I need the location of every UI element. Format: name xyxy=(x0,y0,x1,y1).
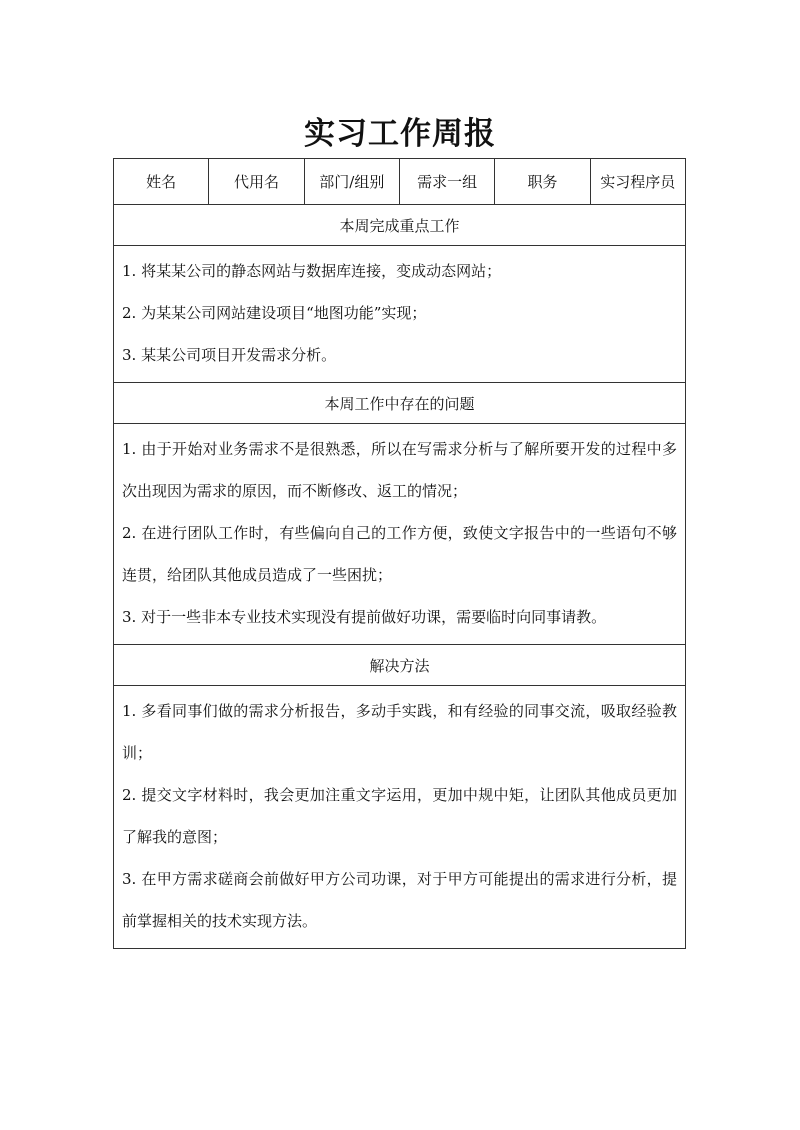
section-header-problems: 本周工作中存在的问题 xyxy=(114,383,685,424)
list-item: 2. 在进行团队工作时，有些偏向自己的工作方便，致使文字报告中的一些语句不够连贯，给团队其他成员造成了一些困扰； xyxy=(122,524,677,584)
list-item: 2. 提交文字材料时，我会更加注重文字运用，更加中规中矩，让团队其他成员更加了解我的意图； xyxy=(122,786,677,846)
section-header-solutions: 解决方法 xyxy=(114,645,685,686)
section-body-solutions xyxy=(114,686,685,948)
list-item: 3. 对于一些非本专业技术实现没有提前做好功课，需要临时向同事请教。 xyxy=(122,608,607,626)
list-item: 3. 在甲方需求磋商会前做好甲方公司功课，对于甲方可能提出的需求进行分析，提前掌握相关的技术实现方法。 xyxy=(122,870,677,930)
section-header-completed-work: 本周完成重点工作 xyxy=(114,205,685,246)
list-item: 3. 某某公司项目开发需求分析。 xyxy=(122,346,337,364)
weekly-report-table xyxy=(113,158,686,949)
position-value-cell: 实习程序员 xyxy=(600,173,676,191)
position-label-cell: 职务 xyxy=(495,159,590,204)
section-body-completed-work xyxy=(114,246,685,383)
list-item: 2. 为某某公司网站建设项目“地图功能”实现； xyxy=(122,304,427,322)
name-value-cell: 代用名 xyxy=(209,159,304,204)
list-item: 1. 由于开始对业务需求不是很熟悉，所以在写需求分析与了解所要开发的过程中多次出现因为需求的原因，而不断修改、返工的情况； xyxy=(122,440,677,500)
report-title: 实习工作周报 xyxy=(304,116,496,152)
dept-value-cell: 需求一组 xyxy=(400,159,495,204)
name-label-cell: 姓名 xyxy=(114,159,209,204)
list-item: 1. 将某某公司的静态网站与数据库连接，变成动态网站； xyxy=(122,262,502,280)
dept-label-cell: 部门/组别 xyxy=(305,159,400,204)
info-row xyxy=(114,159,685,205)
list-item: 1. 多看同事们做的需求分析报告，多动手实践，和有经验的同事交流，吸取经验教训； xyxy=(122,702,677,762)
section-body-problems xyxy=(114,424,685,645)
